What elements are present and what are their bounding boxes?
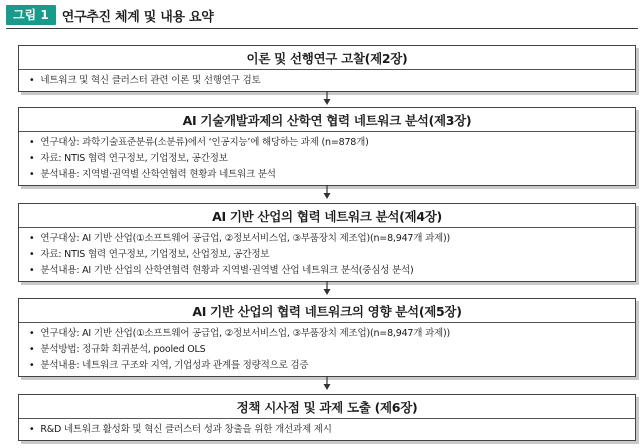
stage-bullet: • 자료: NTIS 협력 연구정보, 기업정보, 공간정보 — [29, 151, 625, 167]
stage-bullet: • 연구대상: 과학기술표준분류(소분류)에서 ‘인공지능’에 해당하는 과제 (n=878개) — [29, 135, 625, 151]
stage-box-ch2 — [18, 45, 636, 92]
stage-bullet: • R&D 네트워크 활성화 및 혁신 클러스터 성과 창출을 위한 개선과제 제시 — [29, 422, 625, 438]
stage-title: 정책 시사점 및 과제 도출 (제6장) — [19, 395, 635, 419]
stage-bullet: • 분석내용: 네트워크 구조와 지역, 기업성과 관계를 정량적으로 검증 — [29, 358, 625, 374]
header-divider — [6, 28, 638, 29]
stage-bullet: • 분석내용: AI 기반 산업의 산학연협력 현황과 지역별·권역별 산업 네트워크 분석(중심성 분석) — [29, 263, 625, 279]
flow-arrow — [322, 185, 332, 199]
stage-bullet: • 분석방법: 정규화 회귀분석, pooled OLS — [29, 342, 625, 358]
stage-bullet: • 연구대상: AI 기반 산업(①소프트웨어 공급업, ②정보서비스업, ③부품장치 제조업)(n=8,947개 과제)) — [29, 231, 625, 247]
stage-box-ch5 — [18, 298, 636, 377]
figure-title: 연구추진 체계 및 내용 요약 — [61, 9, 214, 25]
stage-box-ch6 — [18, 394, 636, 441]
figure-header — [6, 5, 213, 25]
figure-badge: 그림 1 — [6, 5, 56, 25]
stage-box-ch4 — [18, 203, 636, 282]
stage-title: 이론 및 선행연구 고찰(제2장) — [19, 46, 635, 70]
flow-arrow — [322, 91, 332, 105]
flow-arrow — [322, 376, 332, 390]
stage-box-ch3 — [18, 107, 636, 186]
stage-bullet: • 네트워크 및 혁신 클러스터 관련 이론 및 선행연구 검토 — [29, 73, 625, 89]
flow-arrow — [322, 281, 332, 295]
stage-bullet: • 분석내용: 지역별·권역별 산학연협력 현황과 네트워크 분석 — [29, 167, 625, 183]
stage-bullet: • 자료: NTIS 협력 연구정보, 기업정보, 산업정보, 공간정보 — [29, 247, 625, 263]
stage-title: AI 기술개발과제의 산학연 협력 네트워크 분석(제3장) — [19, 108, 635, 132]
stage-title: AI 기반 산업의 협력 네트워크 분석(제4장) — [19, 204, 635, 228]
stage-title: AI 기반 산업의 협력 네트워크의 영향 분석(제5장) — [19, 299, 635, 323]
stage-bullet: • 연구대상: AI 기반 산업(①소프트웨어 공급업, ②정보서비스업, ③부품장치 제조업)(n=8,947개 과제)) — [29, 326, 625, 342]
